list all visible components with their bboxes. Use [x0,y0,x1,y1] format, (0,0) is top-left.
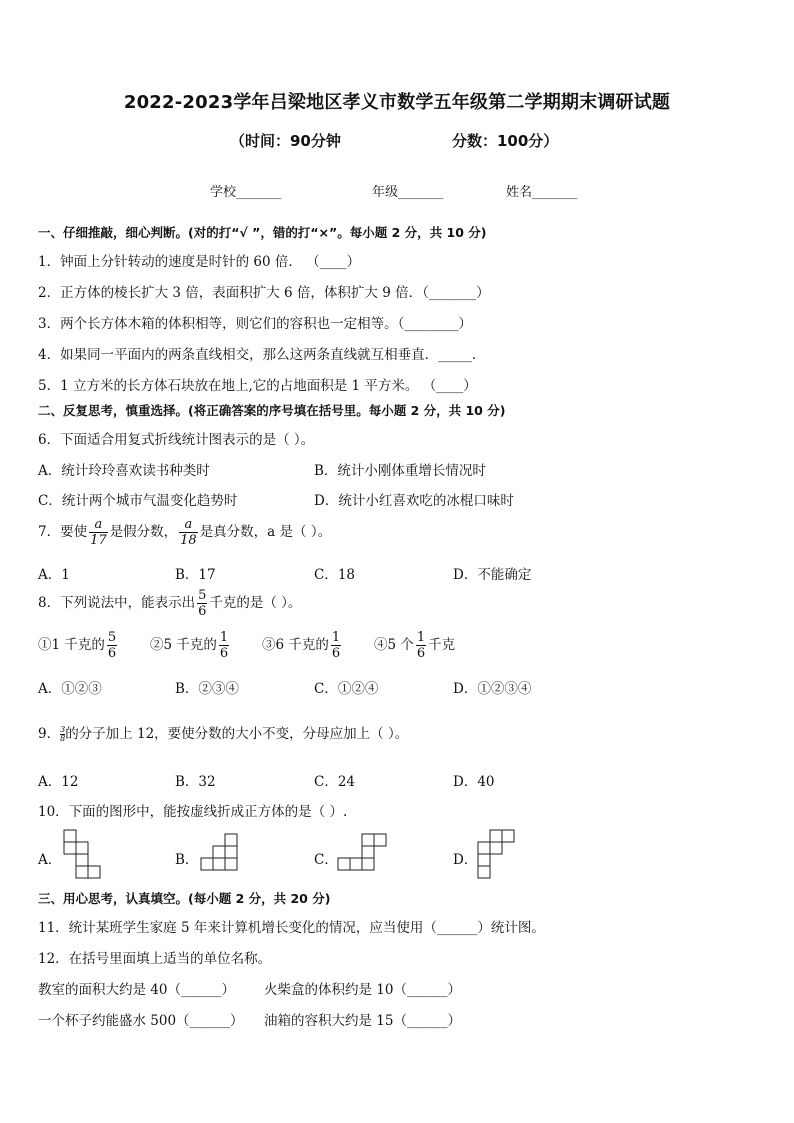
q8-statement-3: ③6 千克的 $\frac{1}{6}$ [262,630,341,661]
q12-item-d: 油箱的容积大约是 15（______） [264,1013,461,1029]
question-8: 8．下列说法中，能表示出 $\frac{5}{6}$ 千克的是（ ）。 [38,588,302,619]
question-5: 5．1 立方米的长方体石块放在地上,它的占地面积是 1 平方米。 （____） [38,378,477,394]
question-6: 6．下面适合用复式折线统计图表示的是（ ）。 [38,432,315,448]
page-title: 2022-2023学年吕梁地区孝义市数学五年级第二学期期末调研试题 [123,92,671,113]
section3-heading: 三、用心思考，认真填空。(每小题 2 分，共 20 分) [38,891,331,906]
question-2: 2．正方体的棱长扩大 3 倍，表面积扩大 6 倍，体积扩大 9 倍．（_______） [38,285,490,301]
cube-net-c [336,832,392,878]
q10-option-b: B． [175,852,199,868]
q8-option-a: A．①②③ [38,681,102,697]
question-12: 12．在括号里面填上适当的单位名称。 [38,951,272,967]
q6-option-d: D．统计小红喜欢吃的冰棍口味时 [314,493,514,509]
question-11: 11．统计某班学生家庭 5 年来计算机增长变化的情况，应当使用（______）统计图。 [38,920,545,936]
q8-statement-1: ①1 千克的 $\frac{5}{6}$ [38,630,117,661]
question-4: 4．如果同一平面内的两条直线相交，那么这两条直线就互相垂直．_____． [38,347,486,363]
q12-item-b: 火柴盒的体积约是 10（______） [264,982,461,998]
cube-net-a [62,828,102,882]
q10-option-d: D． [453,852,478,868]
name-field: 姓名_______ [506,185,578,200]
question-3: 3．两个长方体木箱的体积相等，则它们的容积也一定相等。（________） [38,316,472,332]
q9-option-a: A．12 [38,774,79,790]
fraction-5-6: $\frac{5}{6}$ [198,588,207,619]
q6-option-a: A．统计玲玲喜欢读书种类时 [38,463,210,479]
q10-option-a: A． [38,852,62,868]
q12-item-a: 教室的面积大约是 40（______） [38,982,235,998]
grade-field: 年级_______ [372,185,444,200]
q9-option-d: D．40 [453,774,495,790]
section2-heading: 二、反复思考，慎重选择。(将正确答案的序号填在括号里。每小题 2 分，共 10 分) [38,403,506,418]
q8-statement-4: ④5 个 $\frac{1}{6}$ 千克 [374,630,456,661]
question-7: 7．要使 $\frac{a}{17}$ 是假分数， $\frac{a}{18}$ 是真分数，a 是（ ）。 [38,517,332,548]
exam-time: （时间：90分钟 [230,132,341,150]
cube-net-d [476,828,520,882]
q7-option-a: A．1 [38,567,70,583]
q8-option-b: B．②③④ [175,681,239,697]
school-field: 学校_______ [210,185,282,200]
section1-heading: 一、仔细推敲，细心判断。(对的打“√ ”，错的打“×”。每小题 2 分，共 10 分) [38,225,487,240]
question-9: 9． $\frac{3}{8}$ 的分子加上 12，要使分数的大小不变，分母应加上（ ）。 [38,725,409,743]
q7-option-b: B．17 [175,567,216,583]
exam-score: 分数：100分） [452,132,559,150]
q12-item-c: 一个杯子约能盛水 500（______） [38,1013,244,1029]
fraction-3-8: $\frac{3}{8}$ [60,725,66,743]
question-10: 10．下面的图形中，能按虚线折成正方体的是（ ）. [38,804,348,820]
fraction-a-18: $\frac{a}{18}$ [180,517,197,548]
q6-option-b: B．统计小刚体重增长情况时 [314,463,486,479]
q9-option-c: C．24 [314,774,356,790]
q8-statement-2: ②5 千克的 $\frac{1}{6}$ [150,630,229,661]
q10-option-c: C． [314,852,338,868]
q8-option-d: D．①②③④ [453,681,532,697]
q7-option-d: D．不能确定 [453,567,532,583]
q9-option-b: B．32 [175,774,216,790]
q7-option-c: C．18 [314,567,356,583]
q6-option-c: C．统计两个城市气温变化趋势时 [38,493,238,509]
question-1: 1．钟面上分针转动的速度是时针的 60 倍． （____） [38,254,361,270]
cube-net-b [199,832,241,878]
q8-option-c: C．①②④ [314,681,379,697]
fraction-a-17: $\frac{a}{17}$ [90,517,107,548]
